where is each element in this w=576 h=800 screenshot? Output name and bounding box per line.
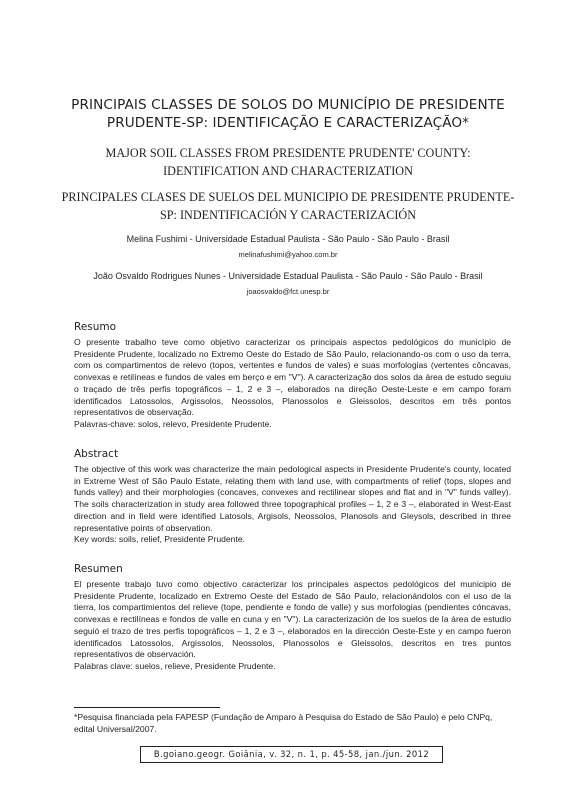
abstract-keywords: Key words: soils, relief, Presidente Prudente. [74,534,246,545]
title-spanish: PRINCIPALES CLASES DE SUELOS DEL MUNICIPIO DE PRESIDENTE PRUDENTE-SP: INDENTIFICACIÓN Y CARACTERIZACIÓN [61,190,515,222]
author-1-affiliation: Melina Fushimi - Universidade Estadual Paulista - São Paulo - São Paulo - Brasil [126,234,450,244]
resumen-section [74,579,511,673]
resumen-body: El presente trabajo tuvo como objectivo caracterizar los principales aspectos pedológicos del municipio de Presidente Prudente, localizado en Extremo Oeste del Estado de São Paulo, relacionándolos con el uso de la tierra, los compartimientos del relieve (tope, pendiente e fondo de valle) y sus morfologias (pendientes cóncavas, convexas e rectilíneas e fondos de valle en cuna y en "V"). La caracterización de los suelos de la área de estudio seguió el trazo de tres perfis topográficos – 1, 2 e 3 –, elaborados en la dirección Oeste-Este y en campo fueron identificados Latossolos, Argissolos, Neossolos, Planossolos e Gleissolos, descritos en tres puntos representativos de observación. [74,579,511,660]
footnote-divider [74,707,220,708]
author-2-email: joaosvaldo@fct.unesp.br [246,287,330,296]
title-english: MAJOR SOIL CLASSES FROM PRESIDENTE PRUDENTE' COUNTY: IDENTIFICATION AND CHARACTERIZATION [105,146,471,178]
abstract-section [74,464,511,546]
author-1-email: melinafushimi@yahoo.com.br [238,250,338,259]
title-portuguese: PRINCIPAIS CLASSES DE SOLOS DO MUNICÍPIO DE PRESIDENTE PRUDENTE-SP: IDENTIFICAÇÃO E CARACTERIZAÇÃO* [71,97,505,131]
journal-citation: B.goiano.geogr. Goiânia, v. 32, n. 1, p. 45-58, jan./jun. 2012 [140,746,443,763]
resumo-heading: Resumo [74,321,117,333]
abstract-heading: Abstract [74,448,119,460]
author-2-affiliation: João Osvaldo Rodrigues Nunes - Universidade Estadual Paulista - São Paulo - São Paulo - Brasil [93,271,483,281]
footnote: *Pesquisa financiada pela FAPESP (Fundação de Amparo à Pesquisa do Estado de São Paulo) e pelo CNPq, edital Universal/2007. [74,712,493,734]
resumo-body: O presente trabalho teve como objetivo caracterizar os principais aspectos pedológicos do município de Presidente Prudente, localizado no Extremo Oeste do Estado de São Paulo, relacionando-os com o uso da terra, com os compartimentos de relevo (topos, vertentes e fundos de vales) e suas morfologias (vertentes côncavas, convexas e retilíneas e fundos de vales em berço e em "V"). A caracterização dos solos da área de estudo seguiu o traçado de três perfis topográficos – 1, 2 e 3 –, elaborados na direção Oeste-Leste e em campo foram identificados Latossolos, Argissolos, Neossolos, Planossolos e Gleissolos, descritos em três pontos representativos de observação. [74,337,511,418]
resumen-keywords: Palabras clave: suelos, relieve, Presidente Prudente. [74,660,276,671]
resumo-keywords: Palavras-chave: solos, relevo, Presidente Prudente. [74,418,272,429]
resumen-heading: Resumen [74,563,123,575]
resumo-section [74,337,511,431]
abstract-body: The objective of this work was characterize the main pedological aspects in Presidente Prudente's county, located in Extreme West of São Paulo Estate, relating them with land use, with compartments of relief (tops, slopes and funds valley) and their morphologies (concaves, convexes and rectilinear slopes and flat and in "V" funds valley). The soils characterization in study area followed three topographical profiles – 1, 2 e 3 –, elaborated in West-East direction and in field were identified Latosols, Argisols, Neossolos, Planosols and Gleysols, described in three representative points of observation. [74,464,511,533]
